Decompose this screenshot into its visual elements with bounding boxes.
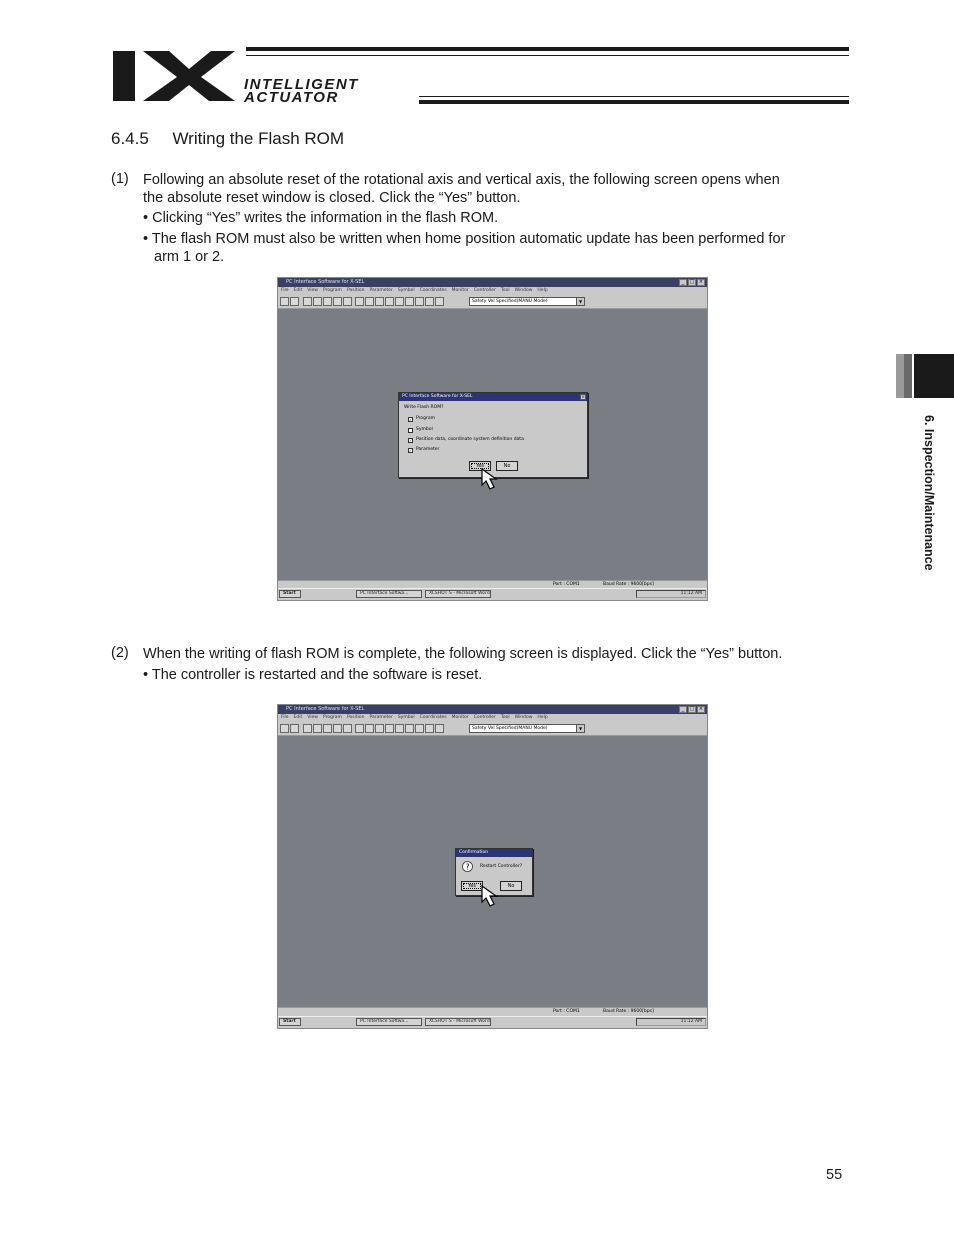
menu-program[interactable]: Program [322,288,342,293]
step-2-text: When the writing of flash ROM is complete, the following screen is displayed. Click the “Yes” button. [143,646,783,662]
chevron-down-icon[interactable]: ▼ [576,298,584,305]
status-port: Port : COM1 [553,582,580,587]
mouse-pointer-icon [481,468,503,494]
step-1-number: (1) [111,171,129,187]
step-2-bullet-1: • The controller is restarted and the software is reset. [143,667,483,683]
header-rule-bottom-thin [419,96,849,97]
toolbar-button[interactable] [375,724,384,733]
toolbar-button[interactable] [280,297,289,306]
checkbox-program[interactable]: ✓ [409,417,413,422]
menu-help[interactable]: Help [537,715,548,720]
step-1-text [143,171,780,207]
screenshot-write-flash-rom [277,277,708,601]
brand-line-1: INTELLIGENT [244,76,359,93]
toolbar-button[interactable] [290,724,299,733]
no-button[interactable]: No [500,881,522,891]
menu-monitor[interactable]: Monitor [451,715,469,720]
dialog-title-bar: Confirmation [456,849,532,857]
taskbar-task-pc-interface[interactable]: PC Interface Softwa... [356,1018,422,1026]
menu-bar [278,714,707,722]
menu-coordinates[interactable]: Coordinates [419,288,447,293]
menu-view[interactable]: View [307,288,318,293]
menu-coordinates[interactable]: Coordinates [419,715,447,720]
menu-parameter[interactable]: Parameter [369,715,393,720]
menu-symbol[interactable]: Symbol [397,288,415,293]
option-parameter-label: Parameter [416,447,440,452]
option-program-label: Program [416,416,435,421]
question-icon [462,861,473,872]
toolbar-button[interactable] [415,724,424,733]
toolbar-button[interactable] [435,724,444,733]
toolbar-button[interactable] [290,297,299,306]
step-1-bullet-1: • Clicking “Yes” writes the information in the flash ROM. [143,210,499,226]
taskbar-task-pc-interface[interactable]: PC Interface Softwa... [356,590,422,598]
menu-edit[interactable]: Edit [293,715,303,720]
toolbar [278,722,707,736]
toolbar-button[interactable] [303,297,312,306]
toolbar-button[interactable] [405,724,414,733]
taskbar-clock: 11:12 AM [636,1018,706,1026]
toolbar-button[interactable] [395,297,404,306]
section-number: 6.4.5 [111,129,149,148]
brand-line-2: ACTUATOR [244,89,339,106]
option-position-label: Position data, coordinate system definition data [416,437,524,442]
close-icon[interactable]: × [581,394,585,399]
start-button[interactable]: Start [279,590,301,598]
svg-text:?: ? [465,862,470,872]
menu-file[interactable]: File [281,288,289,293]
header-rule-top-thick [246,47,849,51]
menu-tool[interactable]: Tool [500,715,510,720]
write-flash-rom-dialog [398,392,588,478]
page-number: 55 [826,1167,843,1183]
status-port: Port : COM1 [553,1009,580,1014]
taskbar [278,1016,707,1028]
taskbar [278,588,707,600]
menu-controller[interactable]: Controller [473,288,496,293]
yes-button[interactable]: Yes [469,461,491,471]
taskbar-task-word[interactable]: XCSHOT S - Microsoft Word [425,590,491,598]
toolbar-button[interactable] [425,724,434,733]
chapter-tab [896,354,954,398]
menu-position[interactable]: Position [346,288,365,293]
start-button[interactable]: Start [279,1018,301,1026]
checkbox-parameter[interactable]: ✓ [409,448,413,453]
screenshot-restart-controller [277,704,708,1029]
status-bar [278,1007,707,1016]
toolbar-button[interactable] [405,297,414,306]
dialog-title-bar: PC Interface Software for X-SEL × [399,393,587,401]
speed-mode-select[interactable]: Safety Vel Specified(MANU Mode) ▼ [469,724,585,733]
header-rule-top-thin [246,55,849,56]
status-baud: Baud Rate : 9600[bps] [603,1009,654,1014]
menu-monitor[interactable]: Monitor [451,288,469,293]
toolbar [278,295,707,309]
menu-position[interactable]: Position [346,715,365,720]
taskbar-task-word[interactable]: XCSHOT S - Microsoft Word [425,1018,491,1026]
toolbar-button[interactable] [355,724,364,733]
menu-file[interactable]: File [281,715,289,720]
app-title-bar: PC Interface Software for X-SEL _ □ × [278,705,707,714]
dialog-heading: Write Flash ROM? [404,405,444,410]
toolbar-button[interactable] [385,297,394,306]
section-heading [111,129,344,149]
chapter-label: 6. Inspection/Maintenance [922,415,936,571]
status-baud: Baud Rate : 9600[bps] [603,582,654,587]
menu-program[interactable]: Program [322,715,342,720]
menu-parameter[interactable]: Parameter [369,288,393,293]
maximize-icon[interactable]: □ [689,706,695,712]
mouse-pointer-icon [481,885,503,911]
confirmation-message: Restart Controller? [480,864,523,869]
toolbar-button[interactable] [395,724,404,733]
menu-edit[interactable]: Edit [293,288,303,293]
toolbar-button[interactable] [280,724,289,733]
menu-symbol[interactable]: Symbol [397,715,415,720]
toolbar-button[interactable] [333,724,342,733]
ix-logo [113,47,235,101]
step-1-line-1: Following an absolute reset of the rotational axis and vertical axis, the following screen opens when [143,172,780,188]
toolbar-button[interactable] [355,297,364,306]
menu-bar [278,287,707,295]
menu-controller[interactable]: Controller [473,715,496,720]
minimize-icon[interactable]: _ [679,706,687,713]
toolbar-button[interactable] [425,297,434,306]
toolbar-button[interactable] [313,724,322,733]
menu-tool[interactable]: Tool [500,288,510,293]
toolbar-button[interactable] [343,724,352,733]
speed-mode-select[interactable]: Safety Vel Specified(MANU Mode) ▼ [469,297,585,306]
app-title-bar: PC Interface Software for X-SEL _ □ × [278,278,707,287]
close-icon[interactable]: × [698,279,704,285]
toolbar-button[interactable] [375,297,384,306]
toolbar-button[interactable] [313,297,322,306]
yes-button[interactable]: Yes [461,881,483,891]
menu-window[interactable]: Window [514,288,533,293]
menu-view[interactable]: View [307,715,318,720]
toolbar-button[interactable] [323,297,332,306]
header-rule-bottom-thick [419,100,849,104]
toolbar-button[interactable] [385,724,394,733]
no-button[interactable]: No [496,461,518,471]
checkbox-position-data[interactable]: ✓ [409,438,413,443]
menu-window[interactable]: Window [514,715,533,720]
step-2-number: (2) [111,645,129,661]
chevron-down-icon[interactable]: ▼ [576,725,584,732]
option-symbol-label: Symbol [416,427,433,432]
toolbar-button[interactable] [365,297,374,306]
toolbar-button[interactable] [333,297,342,306]
checkbox-symbol[interactable] [408,428,413,433]
section-title: Writing the Flash ROM [172,129,345,148]
step-1-bullet-2: • The flash ROM must also be written when home position automatic update has been performed for arm 1 or 2. [143,231,786,265]
toolbar-button[interactable] [435,297,444,306]
toolbar-button[interactable] [415,297,424,306]
close-icon[interactable]: × [698,706,704,712]
toolbar-button[interactable] [323,724,332,733]
taskbar-clock: 11:12 AM [636,590,706,598]
toolbar-button[interactable] [303,724,312,733]
maximize-icon[interactable]: □ [689,279,695,285]
toolbar-button[interactable] [343,297,352,306]
minimize-icon[interactable]: _ [679,279,687,286]
toolbar-button[interactable] [365,724,374,733]
menu-help[interactable]: Help [537,288,548,293]
step-1-line-2: the absolute reset window is closed. Click the “Yes” button. [143,190,521,206]
